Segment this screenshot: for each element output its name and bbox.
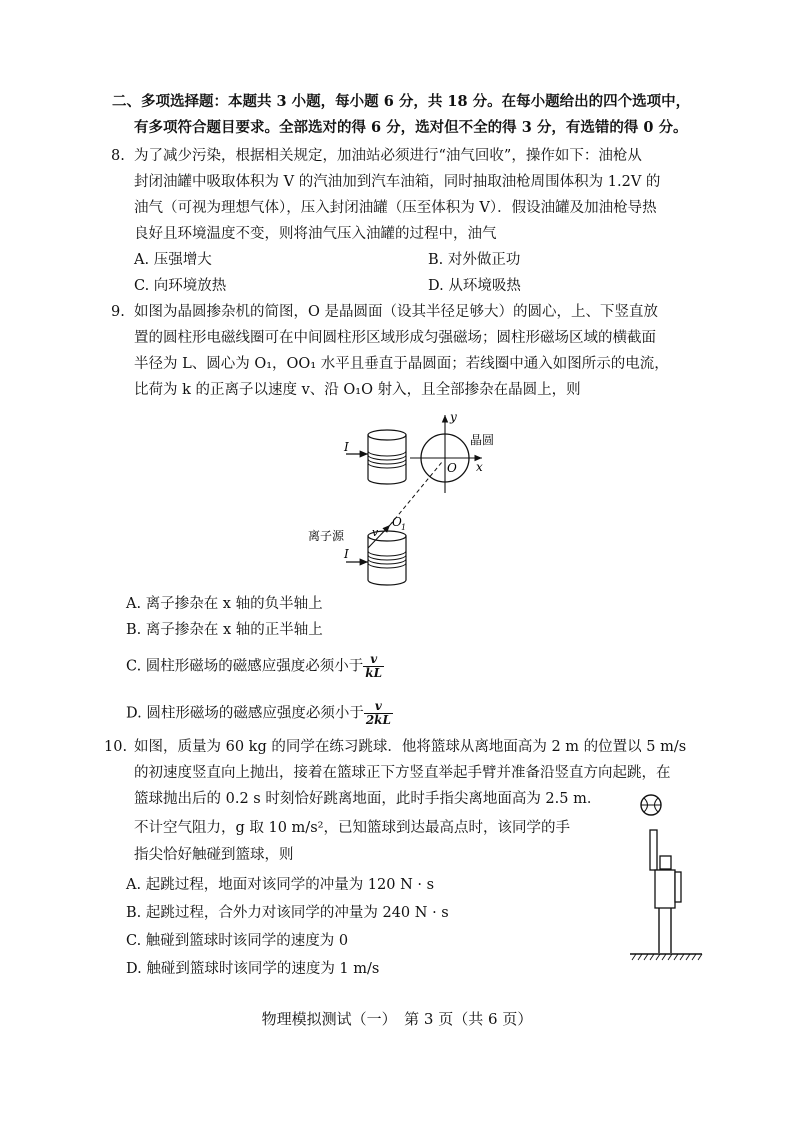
upper-current-label: I	[344, 440, 349, 454]
basketball-icon	[641, 795, 661, 815]
y-axis-label: y	[450, 410, 457, 424]
q9-number: 9.	[111, 304, 125, 320]
lower-current-label: I	[344, 547, 349, 561]
q8-line-3: 油气（可视为理想气体），压入封闭油罐（压至体积为 V）．假设油罐及加油枪导热	[134, 200, 657, 216]
q9-option-c-fraction	[363, 653, 384, 680]
q9-option-a: A. 离子掺杂在 x 轴的负半轴上	[126, 596, 323, 612]
q9-line-3: 半径为 L、圆心为 O₁，OO₁ 水平且垂直于晶圆面；若线圈中通入如图所示的电流，	[134, 356, 669, 372]
x-axis-label: x	[476, 460, 483, 474]
q9-option-d-numerator: v	[364, 700, 393, 714]
q10-line-5: 指尖恰好触碰到篮球，则	[134, 847, 294, 863]
q8-line-4: 良好且环境温度不变，则将油气压入油罐的过程中，油气	[134, 226, 497, 242]
q9-option-b: B. 离子掺杂在 x 轴的正半轴上	[126, 622, 323, 638]
section-header-line1: 二、多项选择题：本题共 3 小题，每小题 6 分，共 18 分。在每小题给出的四个选项中，	[112, 93, 691, 110]
q8-number: 8.	[111, 148, 125, 164]
jump-ball-figure	[622, 788, 712, 968]
q9-line-4: 比荷为 k 的正离子以速度 v、沿 O₁O 射入，且全部掺杂在晶圆上，则	[134, 382, 581, 398]
q9-line-2: 置的圆柱形电磁线圈可在中间圆柱形区域形成匀强磁场；圆柱形磁场区域的横截面	[134, 330, 656, 346]
q8-line-1: 为了减少污染，根据相关规定，加油站必须进行“油气回收”，操作如下：油枪从	[134, 148, 642, 164]
q9-option-c-denominator: kL	[365, 666, 383, 680]
wafer-center-label: O	[447, 461, 457, 475]
q10-line-3: 篮球抛出后的 0.2 s 时刻恰好跳离地面，此时手指尖离地面高为 2.5 m．	[134, 791, 602, 807]
ion-source-label: 离子源	[308, 529, 345, 543]
q9-option-d-text: D. 圆柱形磁场的磁感应强度必须小于	[126, 705, 364, 722]
ground	[630, 954, 702, 960]
q8-line-2: 封闭油罐中吸取体积为 V 的汽油加到汽车油箱，同时抽取油枪周围体积为 1.2V 的	[134, 174, 661, 190]
upper-coil	[346, 430, 406, 484]
q9-option-c-numerator: v	[363, 653, 384, 667]
q8-option-b: B. 对外做正功	[428, 252, 521, 268]
q10-number: 10.	[104, 739, 128, 755]
q9-line-1: 如图为晶圆掺杂机的简图，O 是晶圆面（设其半径足够大）的圆心，上、下竖直放	[134, 304, 658, 320]
page-footer: 物理模拟测试（一） 第 3 页（共 6 页）	[261, 1010, 533, 1028]
q9-option-c	[126, 653, 384, 680]
q10-option-b: B. 起跳过程，合外力对该同学的冲量为 240 N · s	[126, 905, 449, 921]
wafer-label: 晶圆	[470, 433, 495, 447]
q10-line-2: 的初速度竖直向上抛出，接着在篮球正下方竖直举起手臂并准备沿竖直方向起跳，在	[134, 765, 671, 781]
student-figure	[650, 830, 681, 953]
q10-line-1: 如图，质量为 60 kg 的同学在练习跳球．他将篮球从离地面高为 2 m 的位置以 5 m/s	[134, 739, 687, 755]
q9-option-c-text: C. 圆柱形磁场的磁感应强度必须小于	[126, 658, 364, 675]
q9-option-d-denominator: 2kL	[365, 713, 391, 727]
o1-subscript: 1	[401, 523, 407, 532]
q9-option-d-fraction	[364, 700, 393, 727]
q10-line-4: 不计空气阻力，g 取 10 m/s²，已知篮球到达最高点时，该同学的手	[134, 820, 570, 836]
wafer-doping-diagram	[300, 405, 500, 595]
q8-option-d: D. 从环境吸热	[428, 278, 521, 294]
q10-option-c: C. 触碰到篮球时该同学的速度为 0	[126, 933, 349, 949]
velocity-label: v	[372, 526, 379, 539]
q9-option-d	[126, 700, 393, 727]
q8-option-c: C. 向环境放热	[134, 278, 227, 294]
q8-option-a: A. 压强增大	[134, 252, 212, 268]
o1-label: O	[392, 515, 402, 529]
q10-option-a: A. 起跳过程，地面对该同学的冲量为 120 N · s	[126, 877, 435, 893]
q10-option-d: D. 触碰到篮球时该同学的速度为 1 m/s	[126, 961, 380, 977]
section-header-line2: 有多项符合题目要求。全部选对的得 6 分，选对但不全的得 3 分，有选错的得 0 分。	[134, 119, 688, 136]
wafer	[410, 415, 482, 493]
